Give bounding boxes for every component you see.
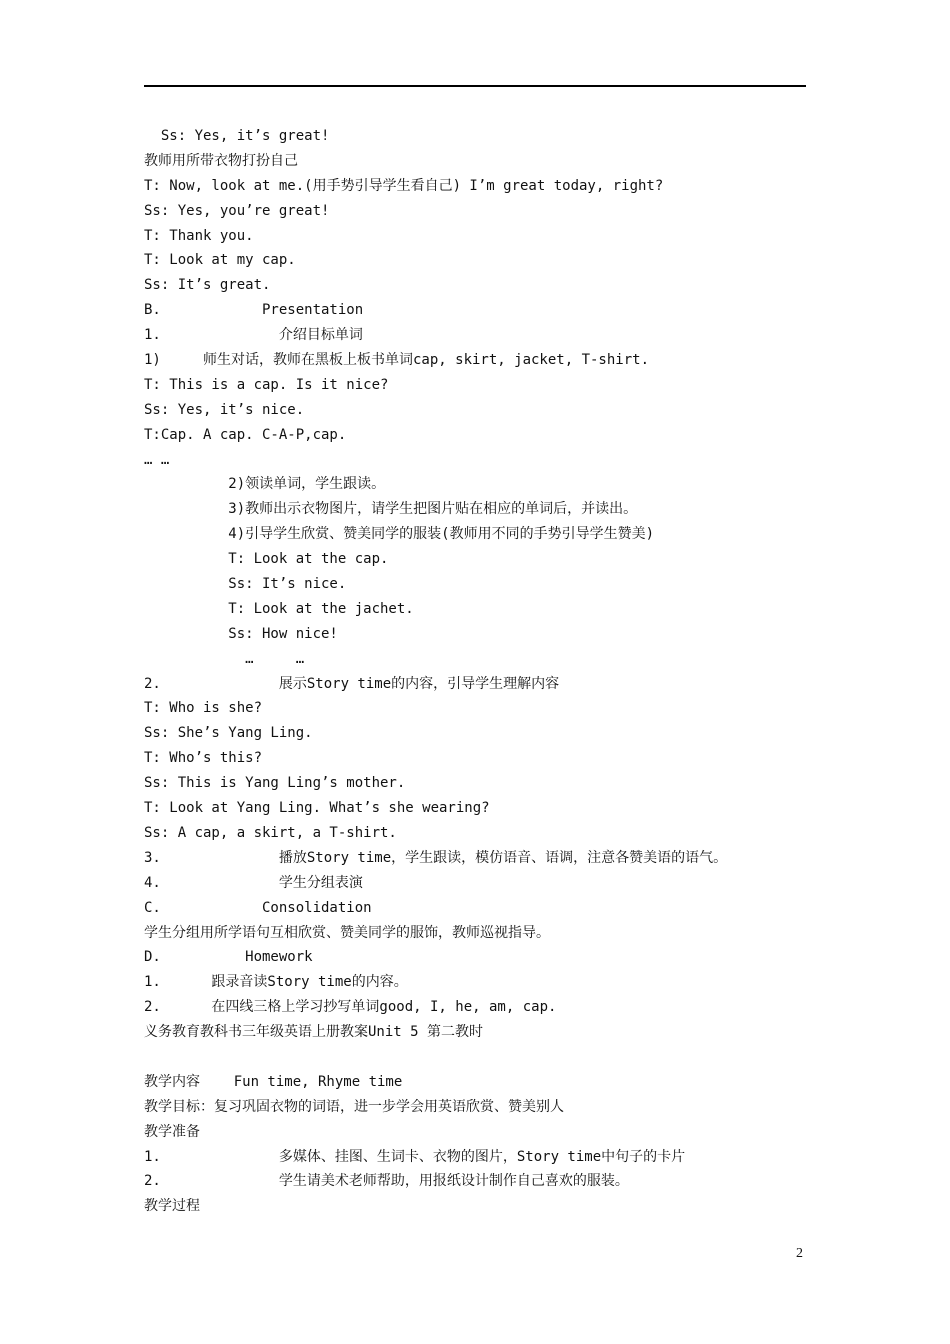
- text-line: 1) 师生对话，教师在黑板上板书单词cap, skirt, jacket, T-shirt.: [144, 352, 650, 369]
- text-line: Ss: It’s great.: [144, 277, 271, 294]
- text-line: 2)领读单词，学生跟读。: [144, 476, 386, 493]
- text-line: T: Who’s this?: [144, 750, 263, 767]
- text-line: 1. 多媒体、挂图、生词卡、衣物的图片，Story time中句子的卡片: [144, 1148, 686, 1165]
- text-line: T: Look at Yang Ling. What’s she wearing?: [144, 800, 490, 817]
- text-line: Ss: Yes, it’s great!: [144, 128, 330, 144]
- text-line: 3)教师出示衣物图片，请学生把图片贴在相应的单词后，并读出。: [144, 501, 638, 518]
- lesson-plan-body: [144, 124, 814, 1219]
- page-number: 2: [796, 1246, 803, 1261]
- text-line: 教学内容 Fun time, Rhyme time: [144, 1073, 403, 1090]
- text-line: D. Homework: [144, 949, 313, 966]
- text-line: T: This is a cap. Is it nice?: [144, 376, 389, 393]
- text-line: Ss: Yes, it’s nice.: [144, 401, 305, 418]
- text-line: B. Presentation: [144, 302, 364, 319]
- text-line: 4. 学生分组表演: [144, 874, 363, 891]
- text-line: T: Look at the cap.: [144, 551, 389, 568]
- text-line: Ss: She’s Yang Ling.: [144, 725, 313, 742]
- text-line: 2. 在四线三格上学习抄写单词good, I, he, am, cap.: [144, 999, 557, 1016]
- text-line: [144, 1045, 814, 1070]
- text-line: Ss: It’s nice.: [144, 576, 347, 593]
- text-line: Ss: Yes, you’re great!: [144, 202, 330, 219]
- text-line: T: Who is she?: [144, 700, 263, 717]
- text-line: 教学过程: [144, 1198, 200, 1215]
- text-line: 教学目标：复习巩固衣物的词语，进一步学会用英语欣赏、赞美别人: [144, 1098, 564, 1115]
- text-line: Ss: How nice!: [144, 625, 338, 642]
- text-line: Ss: This is Yang Ling’s mother.: [144, 775, 406, 792]
- text-line: 2. 学生请美术老师帮助，用报纸设计制作自己喜欢的服装。: [144, 1173, 629, 1190]
- text-line: 1. 介绍目标单词: [144, 327, 363, 344]
- text-line: 教学准备: [144, 1123, 200, 1140]
- header-rule: [144, 85, 806, 87]
- text-line: 教师用所带衣物打扮自己: [144, 152, 298, 169]
- text-line: Ss: A cap, a skirt, a T-shirt.: [144, 824, 397, 841]
- text-line: T: Look at my cap.: [144, 252, 296, 269]
- text-line: … …: [144, 650, 305, 667]
- text-line: 学生分组用所学语句互相欣赏、赞美同学的服饰，教师巡视指导。: [144, 924, 550, 941]
- text-line: … …: [144, 451, 170, 468]
- text-line: 4)引导学生欣赏、赞美同学的服装(教师用不同的手势引导学生赞美): [144, 526, 655, 543]
- text-line: 2. 展示Story time的内容，引导学生理解内容: [144, 675, 560, 692]
- text-line: 1. 跟录音读Story time的内容。: [144, 974, 408, 991]
- text-line: T: Now, look at me.(用手势引导学生看自己) I’m great today, right?: [144, 177, 664, 194]
- text-line: T: Thank you.: [144, 227, 254, 244]
- text-line: T: Look at the jachet.: [144, 600, 414, 617]
- text-line: 义务教育教科书三年级英语上册教案Unit 5 第二教时: [144, 1024, 483, 1041]
- text-line: T:Cap. A cap. C-A-P,cap.: [144, 426, 347, 443]
- text-line: 3. 播放Story time，学生跟读，模仿语音、语调，注意各赞美语的语气。: [144, 849, 728, 866]
- text-line: C. Consolidation: [144, 899, 372, 916]
